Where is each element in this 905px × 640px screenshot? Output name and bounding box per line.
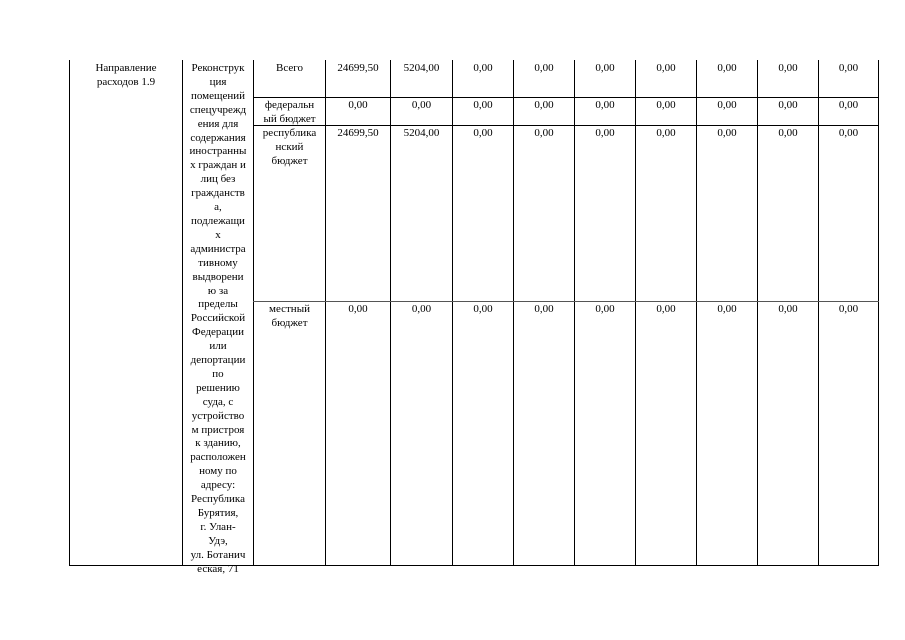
row-republic-value-4: 0,00 — [534, 127, 554, 139]
row-divider-1 — [253, 97, 879, 98]
row-total-value-1: 24699,50 — [337, 62, 379, 74]
row-total-value-5: 0,00 — [595, 62, 615, 74]
direction-label: Направление расходов 1.9 — [95, 62, 157, 88]
row-total-value-4: 0,00 — [534, 62, 554, 74]
row-federal-value-4: 0,00 — [534, 99, 554, 111]
row-total-value-7: 0,00 — [717, 62, 737, 74]
row-republic-value-5: 0,00 — [595, 127, 615, 139]
table-border-left — [69, 60, 70, 565]
row-local-value-5: 0,00 — [595, 303, 615, 315]
row-local-value-4: 0,00 — [534, 303, 554, 315]
row-local-value-3: 0,00 — [473, 303, 493, 315]
row-total-source: Всего — [276, 62, 303, 74]
row-federal-value-9: 0,00 — [838, 99, 859, 111]
row-total-value-2: 5204,00 — [403, 62, 440, 74]
row-republic-value-2: 5204,00 — [403, 127, 440, 139]
row-local-value-7: 0,00 — [717, 303, 737, 315]
row-federal-value-3: 0,00 — [473, 99, 493, 111]
row-republic-value-7: 0,00 — [717, 127, 737, 139]
row-republic-value-3: 0,00 — [473, 127, 493, 139]
row-federal-value-5: 0,00 — [595, 99, 615, 111]
row-divider-3 — [253, 301, 879, 302]
row-republic-value-8: 0,00 — [778, 127, 798, 139]
row-divider-2 — [253, 125, 879, 126]
row-total-value-3: 0,00 — [473, 62, 493, 74]
row-republic-value-1: 24699,50 — [337, 127, 379, 139]
row-local-value-6: 0,00 — [656, 303, 676, 315]
row-local-value-1: 0,00 — [348, 303, 368, 315]
row-republic-value-9: 0,00 — [838, 127, 859, 139]
activity-description: Реконструк ция помещений спецучрежд ения для содержания иностранны х граждан и лиц без гражданств а, подлежащи х администра тивному выдворени ю за пределы Российской Федерации или депортации по решению суда, с устройство м пристроя к зданию, расположен ному по адресу: Республика Бурятия, г. Улан- Удэ, ул. Ботанич еская, 71 — [189, 62, 247, 575]
row-local-source: местный бюджет — [269, 303, 310, 329]
row-federal-value-1: 0,00 — [348, 99, 368, 111]
row-federal-source: федеральн ый бюджет — [263, 99, 316, 125]
row-total-value-8: 0,00 — [778, 62, 798, 74]
row-republic-value-6: 0,00 — [656, 127, 676, 139]
row-federal-value-8: 0,00 — [778, 99, 798, 111]
row-republic-source: республика нский бюджет — [262, 127, 317, 167]
row-local-value-2: 0,00 — [411, 303, 432, 315]
row-federal-value-2: 0,00 — [411, 99, 432, 111]
row-local-value-8: 0,00 — [778, 303, 798, 315]
row-total-value-6: 0,00 — [656, 62, 676, 74]
table-border-right — [878, 60, 879, 565]
row-federal-value-7: 0,00 — [717, 99, 737, 111]
row-total-value-9: 0,00 — [838, 62, 859, 74]
row-local-value-9: 0,00 — [838, 303, 859, 315]
row-federal-value-6: 0,00 — [656, 99, 676, 111]
